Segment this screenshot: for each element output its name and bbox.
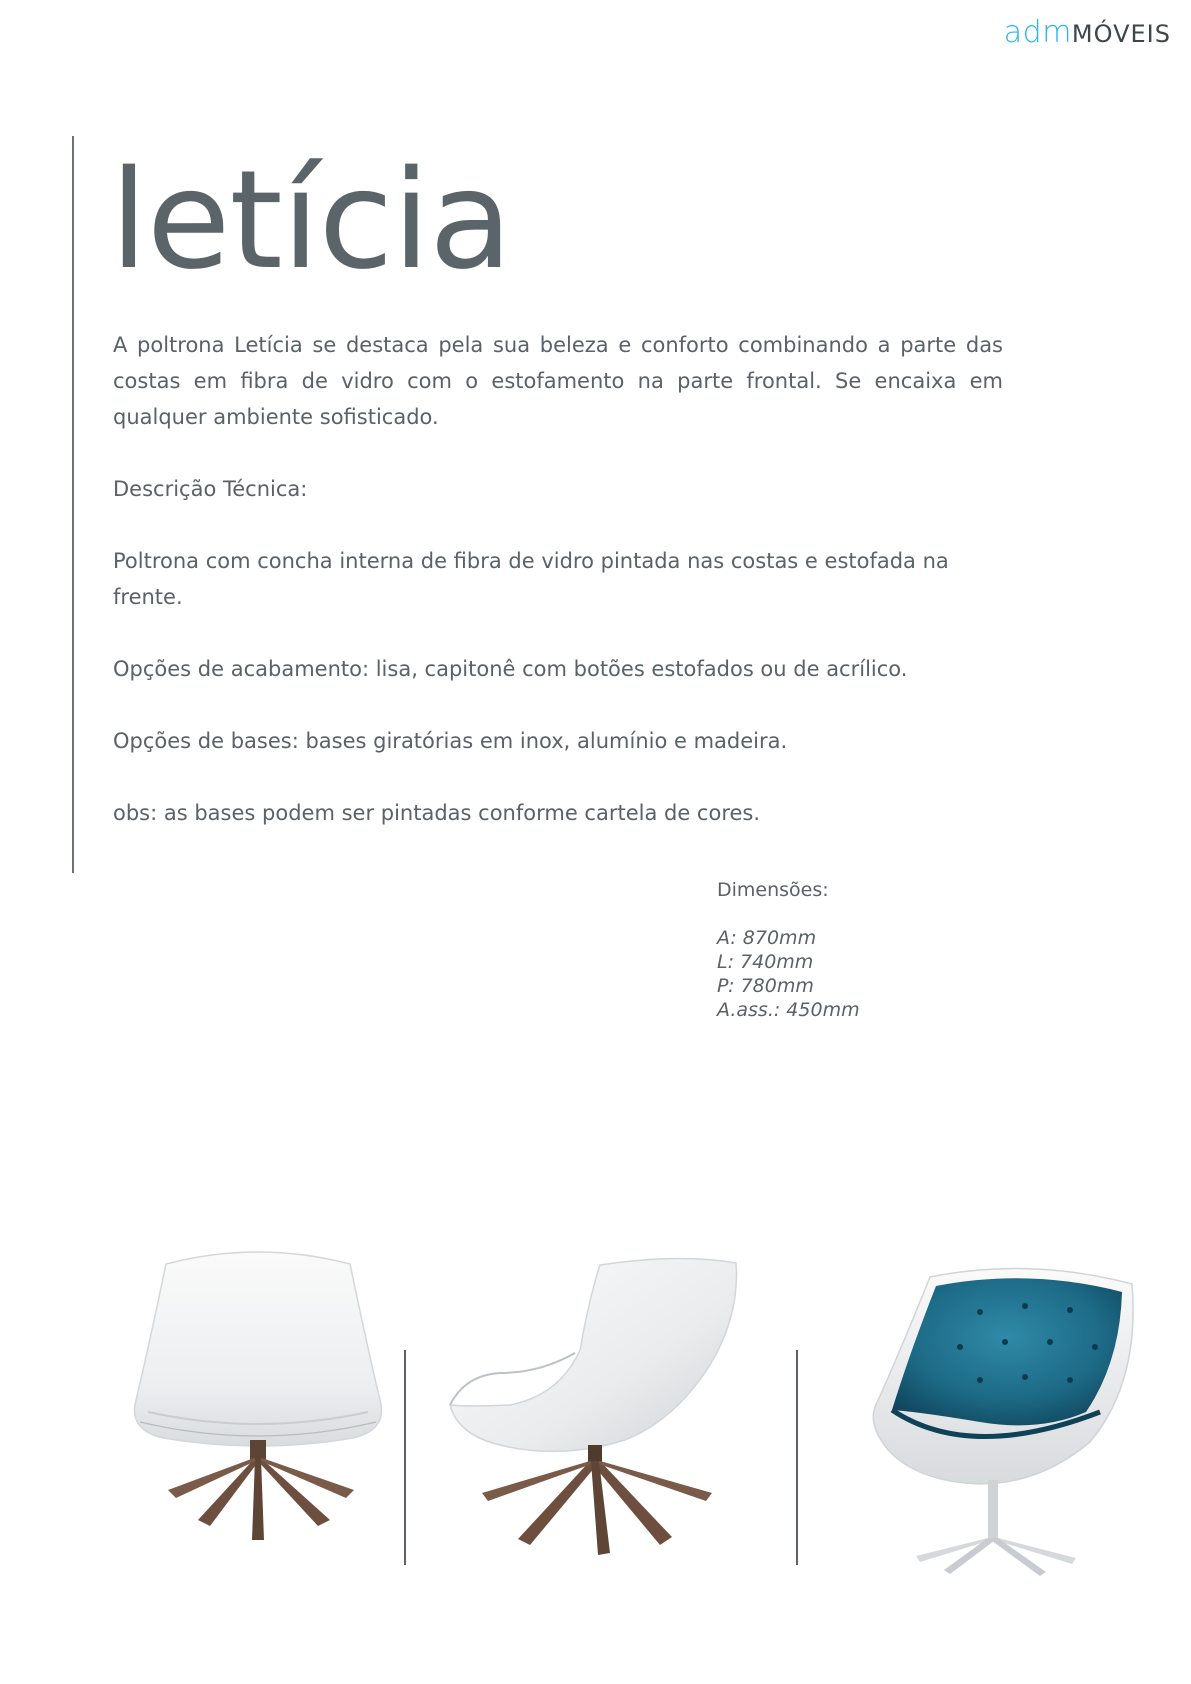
dimension-seat-height: A.ass.: 450mm [717,999,860,1021]
dimensions-list [717,926,860,1022]
chair-back-white-image [440,1255,760,1565]
dimensions-title: Dimensões: [717,879,829,901]
product-description [113,327,1003,867]
finish-options: Opções de acabamento: lisa, capitonê com botões estofados ou de acrílico. [113,657,908,681]
dimensions-block [717,878,860,1022]
intro-paragraph: A poltrona Letícia se destaca pela sua beleza e conforto combinando a parte das costas em fibra de vidro com o estofamento na parte frontal. Se encaixa em qualquer ambiente sofisticado. [113,333,1003,429]
base-options: Opções de bases: bases giratórias em inox, alumínio e madeira. [113,729,788,753]
chair-teal-tufted-image [850,1262,1140,1582]
obs-note: obs: as bases podem ser pintadas conforme cartela de cores. [113,801,761,825]
chair-front-white-image [118,1240,398,1560]
brand-logo-moveis: MÓVEIS [1071,20,1171,48]
left-accent-line [72,136,74,873]
product-title: letícia [110,142,512,300]
dimension-depth: P: 780mm [717,975,814,997]
tech-description: Poltrona com concha interna de fibra de vidro pintada nas costas e estofada na frente. [113,549,949,609]
brand-logo [1003,15,1171,50]
dimension-height: A: 870mm [717,927,817,949]
brand-logo-adm: adm [1003,15,1072,50]
image-separator-2 [796,1350,798,1565]
dimension-width: L: 740mm [717,951,814,973]
image-separator-1 [404,1350,406,1565]
tech-heading: Descrição Técnica: [113,477,308,501]
